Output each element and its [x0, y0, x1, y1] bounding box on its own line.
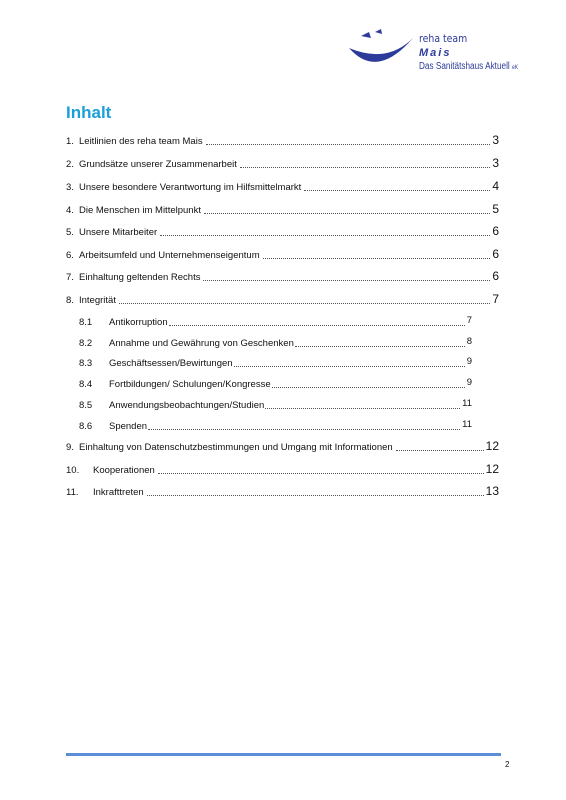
logo-line2: Mais — [419, 47, 452, 59]
toc-dot-leader — [234, 358, 465, 367]
toc-dot-leader — [396, 442, 484, 451]
toc-entry-number: 2. — [66, 159, 74, 170]
toc-entry[interactable] — [66, 484, 499, 498]
toc-entry-label: Geschäftsessen/Bewirtungen — [109, 358, 233, 369]
toc-entry[interactable] — [66, 224, 499, 238]
toc-entry[interactable] — [79, 314, 472, 328]
toc-entry-page: 9 — [466, 377, 472, 388]
logo-line3-suffix: eK — [511, 65, 519, 71]
toc-entry-number: 10. — [66, 465, 80, 476]
toc-entry-label: Unsere besondere Verantwortung im Hilfsmittelmarkt — [79, 182, 302, 193]
toc-entry-label: Spenden — [109, 421, 148, 432]
toc-dot-leader — [206, 136, 491, 145]
toc-dot-leader — [304, 182, 490, 191]
toc-dot-leader — [263, 250, 491, 259]
toc-dot-leader — [169, 317, 465, 326]
logo-line3 — [419, 60, 518, 75]
toc-entry-label: Antikorruption — [109, 317, 168, 328]
toc-entry-page: 7 — [466, 315, 472, 326]
toc-entry[interactable] — [66, 462, 499, 476]
toc-entry-page: 8 — [466, 336, 472, 347]
toc-entry-number: 5. — [66, 227, 74, 238]
toc-entry-label: Einhaltung von Datenschutzbestimmungen und Umgang mit Informationen — [79, 442, 393, 453]
toc-entry[interactable] — [79, 335, 472, 349]
page-number: 2 — [505, 760, 510, 769]
page-title: Inhalt — [66, 103, 112, 122]
toc-entry-page: 6 — [492, 269, 499, 283]
toc-entry[interactable] — [66, 133, 499, 147]
toc-entry-label: Anwendungsbeobachtungen/Studien — [109, 400, 265, 411]
toc-dot-leader — [203, 272, 490, 281]
toc-entry-page: 6 — [492, 247, 499, 261]
toc-entry-page: 3 — [492, 156, 499, 170]
toc-entry-label: Integrität — [79, 295, 116, 306]
toc-entry-page: 11 — [462, 419, 472, 430]
toc-entry[interactable] — [66, 179, 499, 193]
toc-entry-number: 1. — [66, 136, 74, 147]
toc-entry-label: Einhaltung geltenden Rechts — [79, 272, 201, 283]
toc-entry-label: Inkrafttreten — [93, 487, 144, 498]
toc-dot-leader — [295, 338, 465, 347]
toc-entry-label: Leitlinien des reha team Mais — [79, 136, 203, 147]
toc-entry[interactable] — [79, 376, 472, 390]
toc-dot-leader — [147, 487, 484, 496]
logo-line3-text: Das Sanitätshaus Aktuell — [419, 61, 510, 72]
toc-entry-number: 6. — [66, 250, 74, 261]
toc-entry-label: Unsere Mitarbeiter — [79, 227, 158, 238]
toc-entry-label: Grundsätze unserer Zusammenarbeit — [79, 159, 237, 170]
toc-entry-page: 7 — [492, 292, 499, 306]
toc-dot-leader — [272, 379, 465, 388]
toc-entry-page: 11 — [462, 398, 472, 409]
toc-entry-number: 8.1 — [79, 317, 93, 328]
toc-entry-page: 12 — [485, 439, 499, 453]
toc-entry[interactable] — [79, 397, 472, 411]
toc-entry-label: Kooperationen — [93, 465, 155, 476]
toc-entry-page: 5 — [492, 202, 499, 216]
logo-line1: reha team — [419, 32, 468, 45]
toc-dot-leader — [240, 159, 490, 168]
smile-logo-icon — [347, 28, 417, 78]
toc-dot-leader — [148, 421, 460, 430]
footer-divider — [66, 753, 501, 756]
toc-entry-number: 3. — [66, 182, 74, 193]
toc-entry-number: 8.5 — [79, 400, 93, 411]
toc-entry[interactable] — [66, 202, 499, 216]
toc-entry-label: Annahme und Gewährung von Geschenken — [109, 338, 294, 349]
toc-entry[interactable] — [66, 439, 499, 453]
toc-dot-leader — [119, 295, 490, 304]
toc-entry[interactable] — [79, 418, 472, 432]
toc-entry[interactable] — [66, 247, 499, 261]
toc-dot-leader — [265, 400, 460, 409]
toc-dot-leader — [158, 465, 484, 474]
company-logo — [347, 28, 537, 88]
toc-entry-page: 4 — [492, 179, 499, 193]
toc-entry-number: 8. — [66, 295, 74, 306]
toc-entry-number: 11. — [66, 487, 79, 498]
toc-entry-label: Die Menschen im Mittelpunkt — [79, 205, 201, 216]
toc-entry-page: 3 — [492, 133, 499, 147]
toc-entry-number: 8.3 — [79, 358, 93, 369]
toc-dot-leader — [160, 227, 490, 236]
toc-entry-page: 12 — [485, 462, 499, 476]
toc-entry-number: 7. — [66, 272, 74, 283]
toc-entry-page: 13 — [485, 484, 499, 498]
toc-dot-leader — [204, 205, 490, 214]
toc-entry[interactable] — [66, 156, 499, 170]
logo-text — [419, 32, 540, 75]
toc-entry-page: 9 — [466, 356, 472, 367]
toc-entry-number: 8.2 — [79, 338, 93, 349]
toc-entry-number: 8.6 — [79, 421, 93, 432]
toc-entry-number: 9. — [66, 442, 74, 453]
toc-entry[interactable] — [66, 269, 499, 283]
toc-entry-number: 8.4 — [79, 379, 93, 390]
toc-entry-label: Arbeitsumfeld und Unternehmenseigentum — [79, 250, 260, 261]
toc-entry[interactable] — [79, 355, 472, 369]
toc-entry-label: Fortbildungen/ Schulungen/Kongresse — [109, 379, 271, 390]
toc-entry-number: 4. — [66, 205, 74, 216]
toc-entry[interactable] — [66, 292, 499, 306]
toc-entry-page: 6 — [492, 224, 499, 238]
